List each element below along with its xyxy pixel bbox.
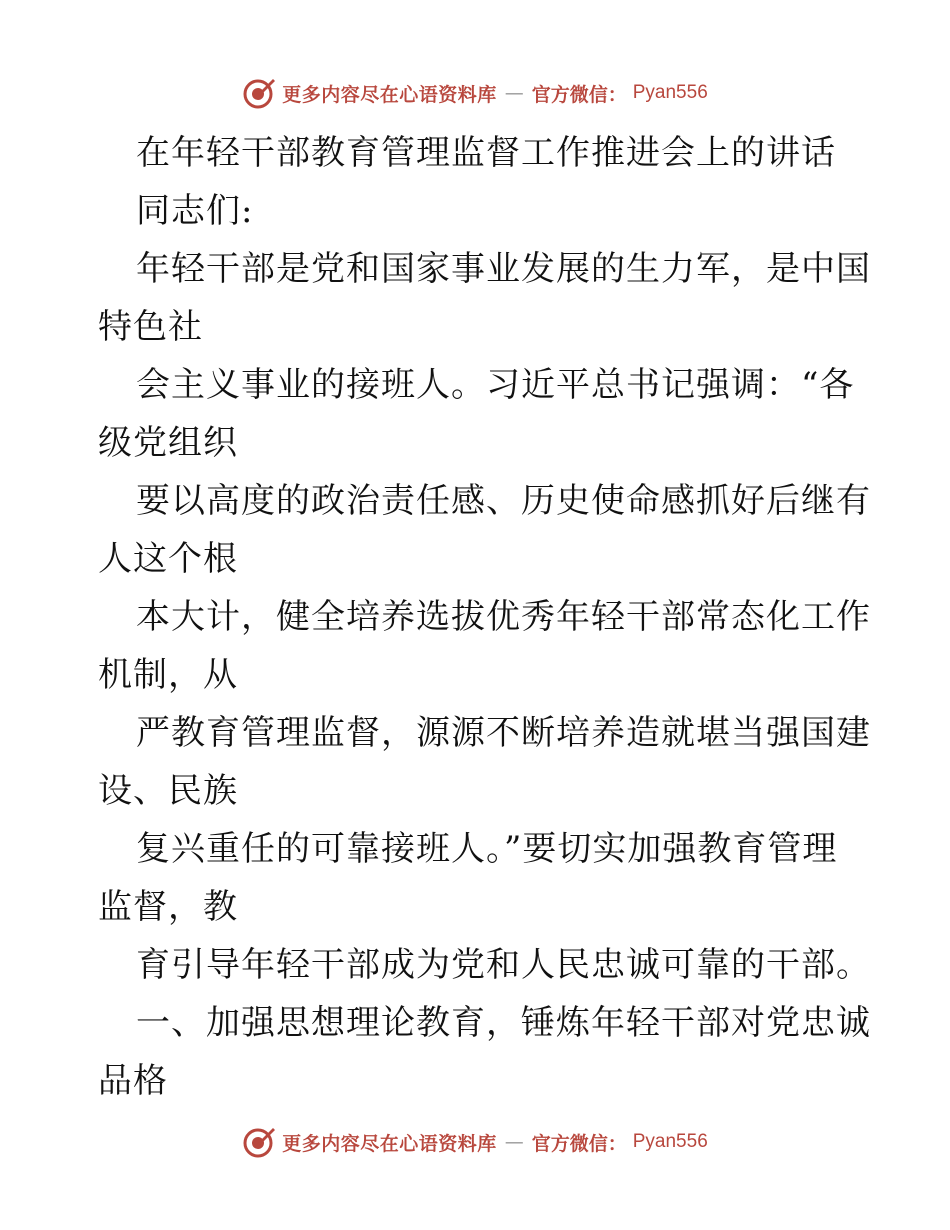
header-watermark: [0, 76, 950, 110]
text-line: 年轻干部是党和国家事业发展的生力军，是中国: [136, 249, 871, 289]
text-line: 监督，教: [98, 887, 238, 927]
watermark-library-text: 更多内容尽在心语资料库: [282, 83, 497, 106]
text-line: 人这个根: [98, 539, 238, 579]
text-line: 育引导年轻干部成为党和人民忠诚可靠的干部。: [136, 945, 871, 985]
pen-logo-icon: [242, 76, 276, 110]
text-line: 会主义事业的接班人。习近平总书记强调：“各: [136, 365, 855, 405]
footer-watermark: [0, 1125, 950, 1159]
watermark-wechat-id: Pyan556: [632, 1131, 708, 1152]
text-line: 本大计，健全培养选拔优秀年轻干部常态化工作: [136, 597, 871, 637]
section-heading: 一、加强思想理论教育，锤炼年轻干部对党忠诚: [136, 1003, 871, 1043]
salutation: 同志们:: [136, 191, 254, 231]
text-line: 要以高度的政治责任感、历史使命感抓好后继有: [136, 481, 871, 521]
text-line: 特色社: [98, 307, 203, 347]
watermark-wechat-id: Pyan556: [632, 82, 708, 103]
pen-logo-icon: [242, 1125, 276, 1159]
watermark-library-text: 更多内容尽在心语资料库: [282, 1132, 497, 1155]
watermark-dash: —: [504, 82, 524, 104]
text-line: 复兴重任的可靠接班人。”要切实加强教育管理: [136, 829, 838, 869]
text-line: 严教育管理监督，源源不断培养造就堪当强国建: [136, 713, 871, 753]
document-body: [0, 124, 950, 1110]
text-line: 机制，从: [98, 655, 238, 695]
text-line: 级党组织: [98, 423, 238, 463]
text-line: 设、民族: [98, 771, 238, 811]
watermark-dash: —: [504, 1131, 524, 1153]
section-heading-continued: 品格: [98, 1061, 168, 1101]
document-title: 在年轻干部教育管理监督工作推进会上的讲话: [136, 133, 836, 173]
watermark-wechat-label: 官方微信：: [531, 1132, 627, 1155]
watermark-wechat-label: 官方微信：: [531, 83, 627, 106]
